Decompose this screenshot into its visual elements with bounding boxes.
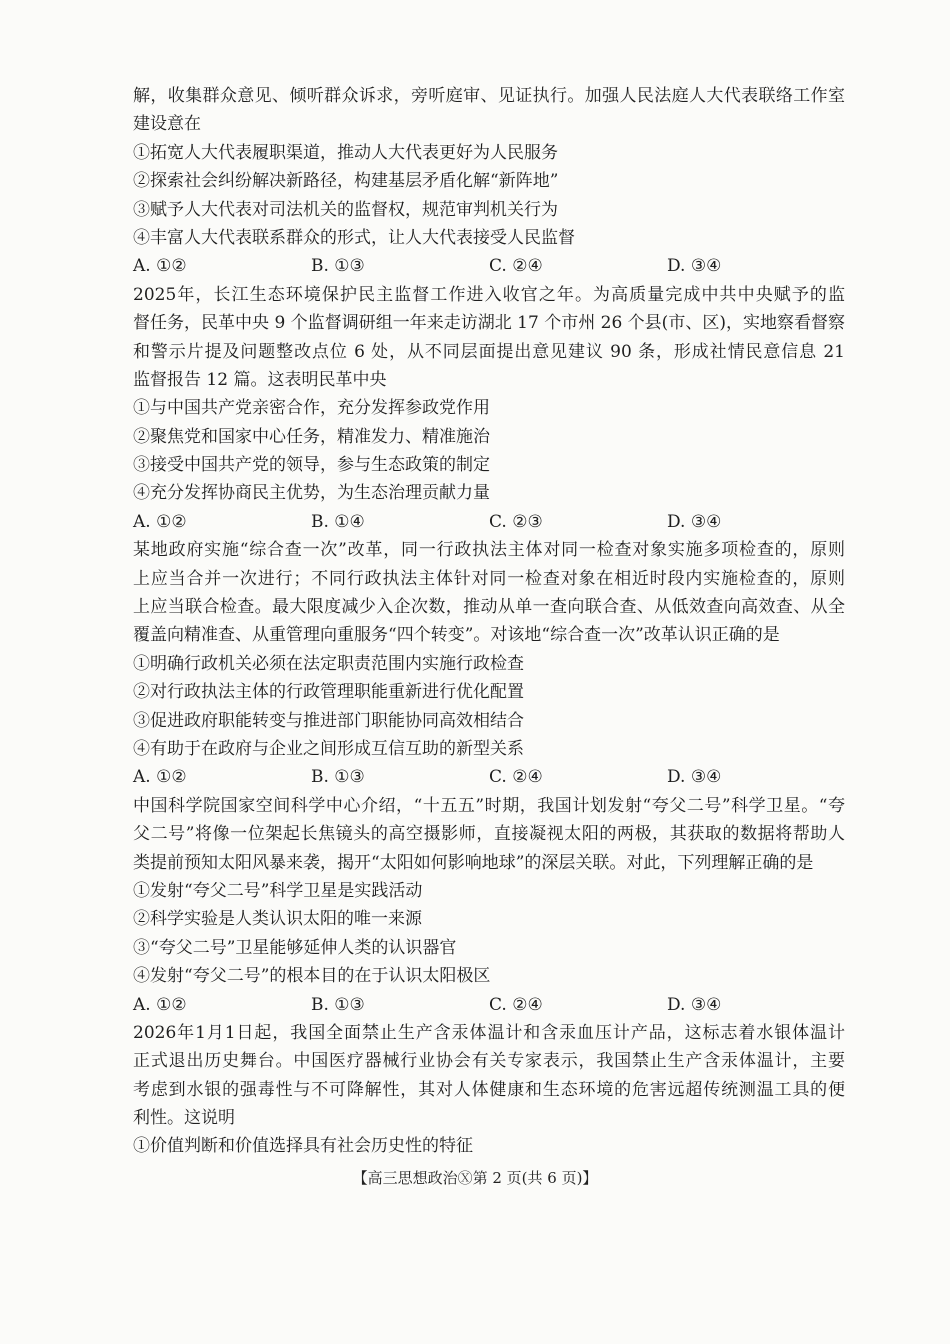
answer-choice[interactable]: A. ①② bbox=[133, 767, 187, 788]
answer-choice[interactable]: B. ①③ bbox=[311, 767, 365, 788]
question-stem-line: 2026年1月1日起，我国全面禁止生产含汞体温计和含汞血压计产品，这标志着水银体温计 bbox=[133, 1022, 845, 1043]
question-stem-line: 类提前预知太阳风暴来袭，揭开“太阳如何影响地球”的深层关联。对此，下列理解正确的是 bbox=[133, 852, 814, 873]
question-6 bbox=[133, 536, 845, 792]
answer-choices bbox=[133, 763, 845, 791]
question-stem-line: 某地政府实施“综合查一次”改革，同一行政执法主体对同一检查对象实施多项检查的，原则 bbox=[133, 540, 845, 561]
question-stem-line: 父二号”将像一位架起长焦镜头的高空摄影师，直接凝视太阳的两极，其获取的数据将帮助人 bbox=[133, 824, 845, 845]
question-8 bbox=[133, 1019, 845, 1161]
answer-choices bbox=[133, 991, 845, 1019]
answer-choices bbox=[133, 508, 845, 536]
answer-choice[interactable]: C. ②③ bbox=[489, 511, 543, 532]
question-stem-line: 覆盖向精准查、从重管理向重服务“四个转变”。对该地“综合查一次”改革认识正确的是 bbox=[133, 625, 780, 646]
answer-choice[interactable]: D. ③④ bbox=[667, 767, 722, 788]
answer-choice[interactable]: D. ③④ bbox=[667, 511, 722, 532]
statement-option: ①明确行政机关必须在法定职责范围内实施行政检查 bbox=[133, 653, 524, 674]
statement-option: ④发射“夸父二号”的根本目的在于认识太阳极区 bbox=[133, 966, 491, 987]
statement-option: ①价值判断和价值选择具有社会历史性的特征 bbox=[133, 1136, 473, 1157]
exam-page-body bbox=[133, 82, 845, 1161]
question-7 bbox=[133, 792, 845, 1019]
page-footer: 【高三思想政治Ⓧ第 2 页(共 6 页)】 bbox=[352, 1169, 598, 1187]
statement-option: ③赋予人大代表对司法机关的监督权，规范审判机关行为 bbox=[133, 199, 558, 220]
answer-choice[interactable]: A. ①② bbox=[133, 256, 187, 277]
question-stem-line: 考虑到水银的强毒性与不可降解性，其对人体健康和生态环境的危害远超传统测温工具的便 bbox=[133, 1079, 845, 1100]
question-stem-line: 利性。这说明 bbox=[133, 1108, 235, 1129]
question-stem-line: 上应当联合检查。最大限度减少入企次数，推动从单一查向联合查、从低效查向高效查、从全 bbox=[133, 597, 845, 618]
question-4-continued bbox=[133, 82, 845, 281]
statement-option: ③促进政府职能转变与推进部门职能协同高效相结合 bbox=[133, 710, 524, 731]
answer-choice[interactable]: C. ②④ bbox=[489, 994, 543, 1015]
statement-option: ②聚焦党和国家中心任务，精准发力、精准施治 bbox=[133, 426, 490, 447]
question-stem-line: 2025年，长江生态环境保护民主监督工作进入收官之年。为高质量完成中共中央赋予的监 bbox=[133, 284, 845, 305]
answer-choice[interactable]: A. ①② bbox=[133, 511, 187, 532]
question-stem-line: 中国科学院国家空间科学中心介绍，“十五五”时期，我国计划发射“夸父二号”科学卫星。“夸 bbox=[133, 795, 845, 816]
answer-choice[interactable]: B. ①④ bbox=[311, 511, 365, 532]
statement-option: ③“夸父二号”卫星能够延伸人类的认识器官 bbox=[133, 937, 457, 958]
question-stem-line: 和警示片提及问题整改点位 6 处，从不同层面提出意见建议 90 条，形成社情民意信息 21 bbox=[133, 341, 845, 362]
statement-option: ②对行政执法主体的行政管理职能重新进行优化配置 bbox=[133, 682, 524, 703]
statement-option: ①与中国共产党亲密合作，充分发挥参政党作用 bbox=[133, 398, 490, 419]
question-stem-line: 上应当合并一次进行；不同行政执法主体针对同一检查对象在相近时段内实施检查的，原则 bbox=[133, 568, 845, 589]
statement-option: ②科学实验是人类认识太阳的唯一来源 bbox=[133, 909, 422, 930]
statement-option: ①发射“夸父二号”科学卫星是实践活动 bbox=[133, 880, 423, 901]
answer-choices bbox=[133, 252, 845, 280]
question-stem-line: 建设意在 bbox=[133, 114, 201, 135]
question-stem-line: 督任务，民革中央 9 个监督调研组一年来走访湖北 17 个市州 26 个县(市、区)，实地察看督察 bbox=[133, 313, 845, 334]
answer-choice[interactable]: C. ②④ bbox=[489, 767, 543, 788]
question-stem-line: 监督报告 12 篇。这表明民革中央 bbox=[133, 369, 387, 390]
question-stem-line: 正式退出历史舞台。中国医疗器械行业协会有关专家表示，我国禁止生产含汞体温计，主要 bbox=[133, 1051, 845, 1072]
statement-option: ③接受中国共产党的领导，参与生态政策的制定 bbox=[133, 455, 490, 476]
answer-choice[interactable]: D. ③④ bbox=[667, 256, 722, 277]
answer-choice[interactable]: B. ①③ bbox=[311, 256, 365, 277]
answer-choice[interactable]: D. ③④ bbox=[667, 994, 722, 1015]
answer-choice[interactable]: C. ②④ bbox=[489, 256, 543, 277]
statement-option: ④丰富人大代表联系群众的形式，让人大代表接受人民监督 bbox=[133, 227, 575, 248]
statement-option: ②探索社会纠纷解决新路径，构建基层矛盾化解“新阵地” bbox=[133, 171, 559, 192]
answer-choice[interactable]: B. ①③ bbox=[311, 994, 365, 1015]
answer-choice[interactable]: A. ①② bbox=[133, 994, 187, 1015]
statement-option: ④有助于在政府与企业之间形成互信互助的新型关系 bbox=[133, 738, 524, 759]
statement-option: ④充分发挥协商民主优势，为生态治理贡献力量 bbox=[133, 483, 490, 504]
question-stem-line: 解，收集群众意见、倾听群众诉求，旁听庭审、见证执行。加强人民法庭人大代表联络工作室 bbox=[133, 86, 845, 106]
question-5 bbox=[133, 281, 845, 537]
statement-option: ①拓宽人大代表履职渠道，推动人大代表更好为人民服务 bbox=[133, 142, 558, 163]
